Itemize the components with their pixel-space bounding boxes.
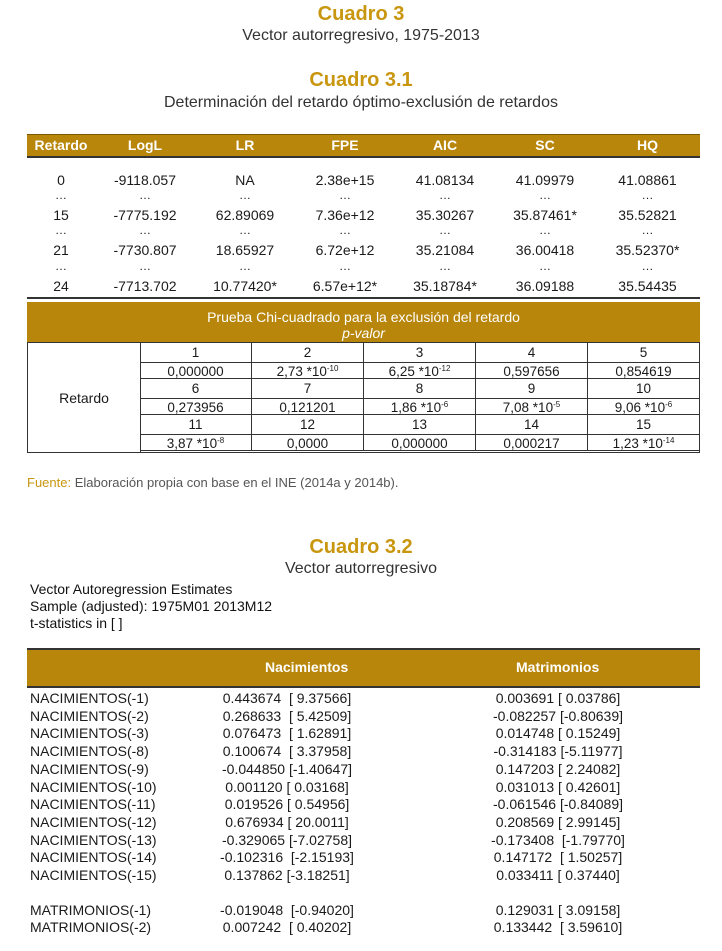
lag-table-cell: 62.89069 [215, 207, 275, 223]
lag-table-cell: 35.52821 [618, 207, 677, 223]
var-coefficient: -0.019048 [-0.94020] [220, 901, 354, 918]
var-row-label: MATRIMONIOS(-1) [30, 901, 152, 918]
chi-pvalue: 0,000217 [476, 434, 588, 451]
col-lr: LR [235, 137, 255, 153]
chi-pvalue: 0,000000 [140, 362, 252, 379]
ellipsis-cell: … [539, 259, 551, 273]
ellipsis-cell: … [55, 188, 67, 202]
chi-row-label: Retardo [59, 390, 109, 406]
var-table-row [0, 796, 722, 814]
var-coefficient: -0.061546 [-0.84089] [493, 796, 623, 813]
var-table-row [0, 919, 722, 937]
lag-table-cell: 24 [53, 278, 69, 294]
chi-row-label-cell [28, 343, 141, 452]
ellipsis-cell: … [439, 223, 451, 237]
chi-lag-number: 6 [140, 379, 252, 398]
var-coefficient: 0.129031 [ 3.09158] [495, 901, 621, 918]
lag-table-cell: 35.21084 [415, 242, 475, 258]
var-row-label: NACIMIENTOS(-15) [30, 867, 157, 883]
var-row-label: NACIMIENTOS(-3) [30, 725, 149, 742]
chi-lag-number: 15 [635, 417, 652, 432]
lag-table-cell: 7.36e+12 [315, 207, 375, 223]
var-coefficient: 0.147172 [ 1.50257] [493, 849, 623, 866]
col-nacimientos: Nacimientos [265, 659, 349, 675]
chi-lag-number: 1 [140, 343, 252, 362]
col-fpe: FPE [331, 137, 359, 153]
var-table-row [0, 849, 722, 867]
var-coefficient: 0.208569 [ 2.99145] [495, 813, 621, 830]
var-coefficient: -0.314183 [-5.11977] [493, 743, 623, 760]
chi-title: Prueba Chi-cuadrado para la exclusión del retardo [207, 309, 520, 325]
lag-table-cell: -9118.057 [113, 172, 176, 188]
col-aic: AIC [432, 137, 458, 153]
var-table-row [0, 725, 722, 743]
lag-table-cell: 35.18784* [413, 278, 477, 294]
chi-table-body [27, 342, 700, 453]
ellipsis-cell: … [239, 223, 251, 237]
var-coefficient: 0.443674 [ 9.37566] [222, 690, 352, 706]
var-coefficient: -0.329065 [-7.02758] [222, 831, 352, 848]
ellipsis-cell: … [539, 188, 551, 202]
var-coefficient: -0.173408 [-1.79770] [491, 831, 625, 848]
cuadro3-subtitle: Vector autorregresivo, 1975-2013 [242, 27, 480, 44]
var-table-header [27, 648, 700, 688]
ellipsis-cell: … [139, 223, 151, 237]
var-coefficient: 0.147203 [ 2.24082] [495, 760, 621, 777]
var-table-row [0, 761, 722, 779]
chi-pvalue: 0,273956 [140, 398, 252, 415]
chi-lag-number: 3 [364, 343, 476, 362]
ellipsis-cell: … [641, 259, 654, 273]
ellipsis-cell: … [641, 223, 654, 237]
lag-table-cell: 35.30267 [415, 207, 475, 223]
var-coefficient: -0.082257 [-0.80639] [493, 707, 623, 724]
lag-table-cell: 35.52370* [615, 242, 680, 258]
chi-lag-number: 13 [364, 415, 476, 434]
chi-pvalue: 6,25 $*10^{-12}$ [364, 362, 476, 379]
var-table-row [0, 867, 722, 885]
lag-table-cell: 35.54435 [618, 278, 677, 294]
var-sample: Sample (adjusted): 1975M01 2013M12 [30, 598, 273, 614]
chi-pvalue: 0,854619 [588, 362, 699, 379]
chi-lag-number: 14 [476, 415, 588, 434]
var-coefficient: 0.133442 [ 3.59610] [493, 919, 623, 936]
var-row-label: NACIMIENTOS(-1) [30, 690, 149, 706]
ellipsis-cell: … [139, 188, 151, 202]
var-coefficient: 0.033411 [ 0.37440] [496, 867, 620, 883]
chi-pvalue: 1,86 $*10^{-6}$ [364, 398, 476, 415]
chi-pvalue: 9,06 $*10^{-6}$ [588, 398, 699, 415]
ellipsis-cell: … [239, 188, 251, 202]
var-row-label: NACIMIENTOS(-2) [30, 707, 149, 724]
cuadro3-title: Cuadro 3 [317, 3, 405, 25]
ellipsis-cell: … [641, 188, 654, 202]
cuadro31-subtitle: Determinación del retardo óptimo-exclusión de retardos [164, 94, 558, 111]
var-row-label: NACIMIENTOS(-12) [30, 813, 157, 830]
chi-lag-number: 4 [476, 343, 588, 362]
var-coefficient: 0.676934 [ 20.0011] [225, 813, 349, 830]
lag-table-cell: 0 [57, 172, 65, 188]
cuadro32-title: Cuadro 3.2 [309, 536, 413, 558]
lag-table-cell: 36.00418 [515, 242, 575, 258]
source-note [27, 475, 398, 490]
var-table-row [0, 690, 722, 708]
lag-table-cell: NA [235, 172, 255, 188]
var-row-label: NACIMIENTOS(-9) [30, 760, 149, 777]
var-coefficient: -0.044850 [-1.40647] [222, 760, 352, 777]
col-hq: HQ [637, 137, 658, 153]
var-row-label: NACIMIENTOS(-8) [30, 743, 149, 760]
var-tstats-note: t-statistics in [ ] [30, 615, 123, 631]
chi-lag-number: 10 [635, 381, 652, 396]
chi-lag-number: 12 [252, 415, 364, 434]
var-coefficient: 0.100674 [ 3.37958] [222, 743, 352, 760]
lag-table-cell: 41.08861 [618, 172, 677, 188]
chi-lag-number: 7 [252, 379, 364, 398]
col-sc: SC [535, 137, 555, 153]
var-table-row [0, 814, 722, 832]
lag-table-cell: -7713.702 [113, 278, 177, 294]
lag-table-cell: 21 [53, 242, 69, 258]
ellipsis-cell: … [339, 223, 351, 237]
var-coefficient: 0.076473 [ 1.62891] [222, 725, 352, 742]
chi-pvalue: 0,0000 [252, 434, 364, 451]
ellipsis-cell: … [439, 259, 451, 273]
lag-table-cell: 36.09188 [515, 278, 575, 294]
lag-table-cell: 41.09979 [515, 172, 575, 188]
var-table-row [0, 779, 722, 797]
var-row-label: NACIMIENTOS(-11) [30, 796, 156, 813]
var-row-label: NACIMIENTOS(-13) [30, 831, 157, 848]
lag-table-cell: 41.08134 [415, 172, 475, 188]
ellipsis-cell: … [139, 259, 151, 273]
lag-table-header [27, 134, 700, 158]
col-retardo: Retardo [34, 137, 88, 153]
var-row-label: NACIMIENTOS(-10) [30, 778, 157, 795]
chi-pvalue: 0,597656 [476, 362, 588, 379]
ellipsis-cell: … [339, 188, 351, 202]
chi-subtitle: p-valor [342, 325, 385, 341]
var-coefficient: -0.102316 [-2.15193] [220, 849, 354, 866]
lag-table-rule [27, 297, 700, 299]
chi-lag-number: 2 [252, 343, 364, 362]
ellipsis-cell: … [439, 188, 451, 202]
var-row-label: MATRIMONIOS(-2) [30, 919, 152, 936]
var-estimates-title: Vector Autoregression Estimates [30, 581, 233, 597]
ellipsis-cell: … [55, 223, 67, 237]
chi-lag-number: 9 [476, 379, 588, 398]
chi-table-header [27, 302, 700, 342]
var-row-label: NACIMIENTOS(-14) [30, 849, 157, 866]
lag-table-cell: 35.87461* [513, 207, 577, 223]
var-coefficient: 0.007242 [ 0.40202] [222, 919, 352, 936]
var-coefficient: 0.031013 [ 0.42601] [495, 778, 621, 795]
lag-table-cell: 2.38e+15 [315, 172, 375, 188]
source-text: Elaboración propia con base en el INE (2014a y 2014b). [71, 475, 399, 490]
var-coefficient: 0.001120 [ 0.03168] [225, 778, 349, 795]
ellipsis-cell: … [239, 259, 251, 273]
cuadro32-subtitle: Vector autorregresivo [284, 560, 438, 577]
source-label: Fuente: [27, 475, 72, 490]
lag-table-cell: 15 [53, 207, 69, 223]
lag-table-cell: 6.72e+12 [315, 242, 375, 258]
var-coefficient: 0.268633 [ 5.42509] [222, 707, 352, 724]
chi-pvalue: 2,73 $*10^{-10}$ [252, 362, 364, 379]
chi-pvalue: 7,08 $*10^{-5}$ [476, 398, 588, 415]
col-logl: LogL [127, 137, 163, 153]
lag-table-cell: -7775.192 [113, 207, 177, 223]
lag-table-cell: 18.65927 [215, 242, 275, 258]
chi-pvalue: 3,87 $*10^{-8}$ [140, 434, 252, 451]
var-coefficient: 0.003691 [ 0.03786] [495, 690, 621, 706]
chi-lag-number: 8 [364, 379, 476, 398]
var-table-row [0, 902, 722, 920]
chi-pvalue: 0,000000 [364, 434, 476, 451]
ellipsis-cell: … [339, 259, 351, 273]
ellipsis-cell: … [539, 223, 551, 237]
var-table-row [0, 708, 722, 726]
var-coefficient: 0.019526 [ 0.54956] [224, 796, 350, 813]
lag-table-cell: 6.57e+12* [312, 278, 378, 294]
lag-table-cell: -7730.807 [113, 242, 177, 258]
var-table-row [0, 743, 722, 761]
ellipsis-cell: … [55, 259, 67, 273]
var-coefficient: 0.014748 [ 0.15249] [495, 725, 621, 742]
chi-pvalue: 0,121201 [252, 398, 364, 415]
var-coefficient: 0.137862 [-3.18251] [224, 867, 350, 883]
var-table-row [0, 832, 722, 850]
chi-lag-number: 11 [140, 415, 252, 434]
chi-lag-number: 5 [639, 345, 648, 360]
lag-table-cell: 10.77420* [213, 278, 277, 294]
col-matrimonios: Matrimonios [516, 659, 600, 675]
chi-pvalue: 1,23 $*10^{-14}$ [588, 434, 699, 451]
cuadro31-title: Cuadro 3.1 [309, 69, 413, 91]
